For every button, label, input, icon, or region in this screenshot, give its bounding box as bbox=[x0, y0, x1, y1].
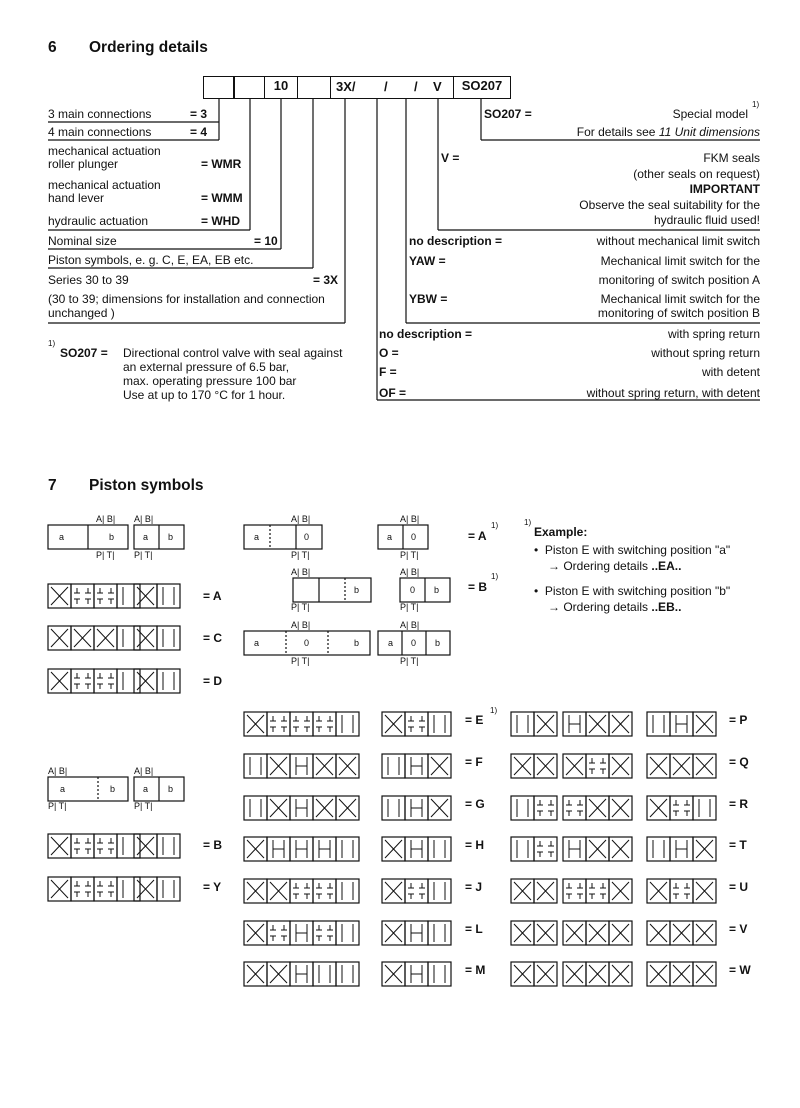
env9-a: a bbox=[60, 784, 66, 794]
sym-label-e: = E bbox=[465, 713, 484, 727]
port-label-ab-3: A| B| bbox=[291, 514, 311, 524]
env1-a: a bbox=[59, 532, 65, 542]
port-label-ab-8: A| B| bbox=[400, 620, 420, 630]
v-line-4: Observe the seal suitability for the bbox=[579, 198, 760, 212]
footnote-l4: Use at up to 170 °C for 1 hour. bbox=[123, 388, 286, 402]
v-line-1: FKM seals bbox=[703, 151, 760, 165]
left-code-whd: = WHD bbox=[201, 214, 240, 228]
port-label-pt-4: P| T| bbox=[400, 550, 419, 560]
nodesc1-code: no description = bbox=[409, 234, 503, 248]
example-b2-code: ..EB.. bbox=[651, 600, 682, 614]
example-b2-text: Piston E with switching position "b" bbox=[544, 584, 731, 598]
left-code-3x: = 3X bbox=[313, 273, 339, 287]
env8-b: b bbox=[435, 638, 441, 648]
env8-a: a bbox=[388, 638, 394, 648]
port-label-ab-9: A| B| bbox=[48, 766, 68, 776]
sym-label-w: = W bbox=[729, 963, 751, 977]
example-b2: • Piston E with switching position "b" bbox=[534, 584, 731, 598]
code-box-3: 10 bbox=[264, 76, 298, 99]
env6-0: 0 bbox=[410, 585, 416, 595]
footnote-l2: an external pressure of 6.5 bar, bbox=[123, 360, 290, 374]
v-code: V = bbox=[441, 151, 460, 165]
left-row-series-note-2: unchanged ) bbox=[48, 306, 115, 320]
left-row-piston: Piston symbols, e. g. C, E, EA, EB etc. bbox=[48, 253, 254, 267]
of-code: OF = bbox=[379, 386, 407, 400]
sym-label-a: = A bbox=[203, 589, 222, 603]
left-code-3: = 3 bbox=[190, 107, 208, 121]
code-slash-2: / bbox=[414, 79, 418, 94]
so207-details bbox=[577, 125, 760, 139]
left-code-wmm: = WMM bbox=[201, 191, 243, 205]
footnote-sup: 1) bbox=[48, 339, 56, 348]
so207-desc-text: Special model bbox=[672, 107, 748, 121]
piston-symbols-drawing bbox=[0, 500, 800, 1000]
sym-label-r: = R bbox=[729, 797, 749, 811]
port-label-ab-5: A| B| bbox=[291, 567, 311, 577]
port-label-pt-3: P| T| bbox=[291, 550, 310, 560]
so207-details-ref: 11 Unit dimensions bbox=[658, 125, 760, 139]
env10-a: a bbox=[143, 784, 149, 794]
example-b1-text: Piston E with switching position "a" bbox=[544, 543, 731, 557]
env9-b: b bbox=[110, 784, 116, 794]
sym-label-q: = Q bbox=[729, 755, 749, 769]
port-label-ab-6: A| B| bbox=[400, 567, 420, 577]
env3-a: a bbox=[254, 532, 260, 542]
code-box-so207: SO207 bbox=[453, 76, 511, 99]
sym-label-f: = F bbox=[465, 755, 483, 769]
sym-label-p: = P bbox=[729, 713, 748, 727]
nodesc1-desc: without mechanical limit switch bbox=[596, 234, 760, 248]
sym-label-v: = V bbox=[729, 922, 748, 936]
ybw-line-2: monitoring of switch position B bbox=[597, 306, 760, 320]
code-series: 3X/ bbox=[336, 79, 356, 94]
example-b2-order-text: → Ordering details bbox=[548, 600, 649, 614]
sym-label-a1: = A bbox=[468, 529, 487, 543]
left-row-wmm-1: mechanical actuation bbox=[48, 178, 161, 192]
so207-desc bbox=[673, 107, 748, 121]
sym-label-g: = G bbox=[465, 797, 485, 811]
env8-0: 0 bbox=[411, 638, 417, 648]
yaw-code: YAW = bbox=[409, 254, 446, 268]
sym-label-j: = J bbox=[465, 880, 483, 894]
env4-a: a bbox=[387, 532, 393, 542]
port-label-ab-4: A| B| bbox=[400, 514, 420, 524]
example-sup: 1) bbox=[524, 518, 532, 527]
port-label-pt-8: P| T| bbox=[400, 656, 419, 666]
example-b1: • Piston E with switching position "a" bbox=[534, 543, 731, 557]
sym-label-u: = U bbox=[729, 880, 749, 894]
env5-b: b bbox=[354, 585, 360, 595]
sym-label-b1: = B bbox=[468, 580, 488, 594]
port-label-ab-1: A| B| bbox=[96, 514, 116, 524]
v-line-2: (other seals on request) bbox=[633, 167, 760, 181]
footnote-l3: max. operating pressure 100 bar bbox=[123, 374, 297, 388]
port-label-pt-9: P| T| bbox=[48, 801, 67, 811]
example-title: Example: bbox=[534, 525, 588, 539]
yaw-line-1: Mechanical limit switch for the bbox=[600, 254, 760, 268]
code-v: V bbox=[433, 79, 442, 94]
v-line-5: hydraulic fluid used! bbox=[653, 213, 760, 227]
example-b1-order-text: → Ordering details bbox=[548, 559, 649, 573]
nodesc2-code: no description = bbox=[379, 327, 473, 341]
sym-label-d: = D bbox=[203, 674, 223, 688]
left-code-wmr: = WMR bbox=[201, 157, 242, 171]
left-code-4: = 4 bbox=[190, 125, 208, 139]
left-code-10: = 10 bbox=[254, 234, 278, 248]
code-slash-1: / bbox=[384, 79, 388, 94]
port-label-pt-1: P| T| bbox=[96, 550, 115, 560]
left-row-series-note-1: (30 to 39; dimensions for installation and connection bbox=[48, 292, 325, 306]
port-label-ab-10: A| B| bbox=[134, 766, 154, 776]
left-row-whd: hydraulic actuation bbox=[48, 214, 149, 228]
env1-b: b bbox=[109, 532, 115, 542]
left-row-wmr-2: roller plunger bbox=[48, 157, 119, 171]
port-label-pt-6: P| T| bbox=[400, 602, 419, 612]
ybw-code: YBW = bbox=[409, 292, 448, 306]
sym-label-c: = C bbox=[203, 631, 223, 645]
example-b1-code: ..EA.. bbox=[651, 559, 682, 573]
section-7-number: 7 bbox=[48, 477, 57, 494]
sym-label-y: = Y bbox=[203, 880, 222, 894]
left-row-3main: 3 main connections bbox=[48, 107, 152, 121]
sym-label-a1-sup: 1) bbox=[491, 521, 499, 530]
so207-sup: 1) bbox=[752, 100, 760, 109]
port-label-pt-10: P| T| bbox=[134, 801, 153, 811]
port-label-pt-7: P| T| bbox=[291, 656, 310, 666]
left-row-nominal: Nominal size bbox=[48, 234, 117, 248]
section-6-number: 6 bbox=[48, 39, 57, 56]
v-line-3: IMPORTANT bbox=[689, 182, 760, 196]
footnote-code: SO207 = bbox=[60, 346, 108, 360]
sym-label-m: = M bbox=[465, 963, 486, 977]
port-label-pt-5: P| T| bbox=[291, 602, 310, 612]
port-label-ab-2: A| B| bbox=[134, 514, 154, 524]
sym-label-l: = L bbox=[465, 922, 483, 936]
section-6-title: Ordering details bbox=[89, 39, 208, 56]
left-row-wmm-2: hand lever bbox=[48, 191, 105, 205]
env4-0: 0 bbox=[411, 532, 417, 542]
env7-a: a bbox=[254, 638, 260, 648]
so207-code: SO207 = bbox=[484, 107, 532, 121]
env7-b: b bbox=[354, 638, 360, 648]
sym-label-h: = H bbox=[465, 838, 485, 852]
left-row-wmr-1: mechanical actuation bbox=[48, 144, 161, 158]
section-7-title: Piston symbols bbox=[89, 477, 204, 494]
sym-label-e-sup: 1) bbox=[490, 706, 498, 715]
f-code: F = bbox=[379, 365, 397, 379]
sym-label-t: = T bbox=[729, 838, 747, 852]
so207-details-text: For details see bbox=[576, 125, 656, 139]
sym-label-b1-sup: 1) bbox=[491, 572, 499, 581]
env2-b: b bbox=[168, 532, 174, 542]
left-row-series: Series 30 to 39 bbox=[48, 273, 129, 287]
env6-b: b bbox=[434, 585, 440, 595]
yaw-line-2: monitoring of switch position A bbox=[598, 273, 760, 287]
nodesc2-desc: with spring return bbox=[667, 327, 760, 341]
ybw-line-1: Mechanical limit switch for the bbox=[600, 292, 760, 306]
sym-label-b: = B bbox=[203, 838, 223, 852]
env10-b: b bbox=[168, 784, 174, 794]
o-desc: without spring return bbox=[651, 346, 760, 360]
env3-0: 0 bbox=[304, 532, 310, 542]
footnote-l1: Directional control valve with seal against bbox=[123, 346, 343, 360]
port-label-ab-7: A| B| bbox=[291, 620, 311, 630]
env7-0: 0 bbox=[304, 638, 310, 648]
of-desc: without spring return, with detent bbox=[586, 386, 760, 400]
port-label-pt-2: P| T| bbox=[134, 550, 153, 560]
f-desc: with detent bbox=[701, 365, 760, 379]
env2-a: a bbox=[143, 532, 149, 542]
o-code: O = bbox=[379, 346, 399, 360]
left-row-4main: 4 main connections bbox=[48, 125, 152, 139]
